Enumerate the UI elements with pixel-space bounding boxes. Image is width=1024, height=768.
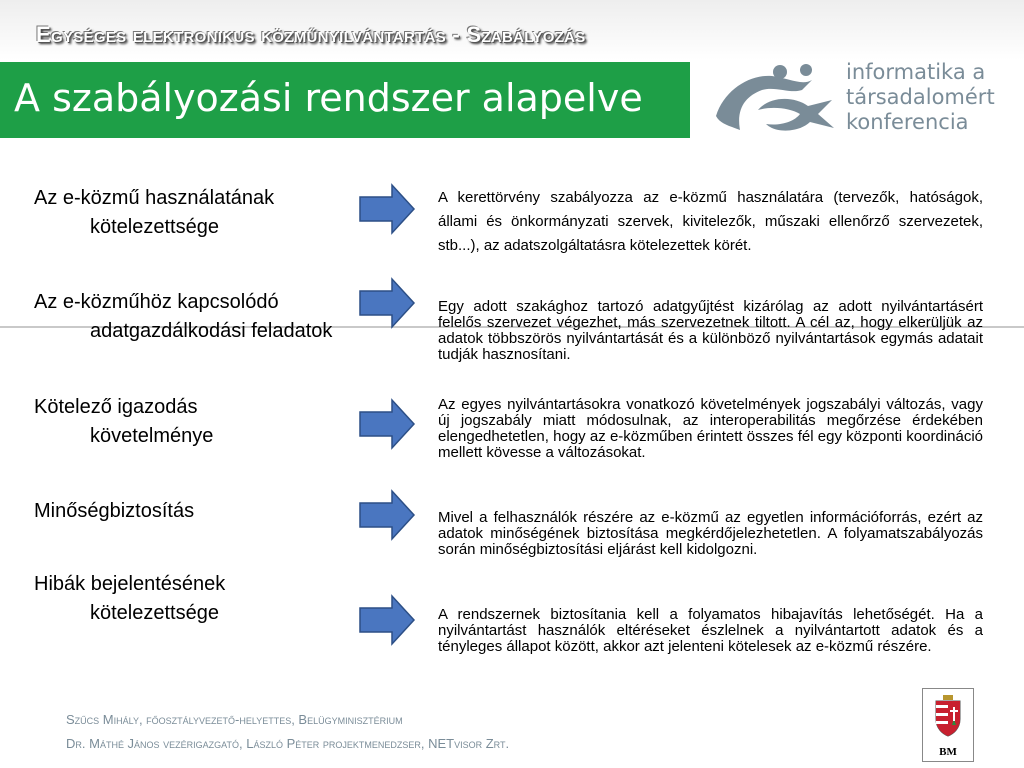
arrow-right-icon <box>358 277 416 329</box>
conference-name-line1: informatika a <box>846 60 986 84</box>
topic-line2: kötelezettsége <box>90 216 219 238</box>
topic-line2: kötelezettsége <box>90 602 219 624</box>
presentation-title: Egységes elektronikus közműnyilvántartás - Szabályozás <box>36 22 586 47</box>
topic-usage-obligation <box>34 184 274 242</box>
topic-quality-assurance <box>34 497 194 526</box>
conference-name-line2: társadalomért <box>846 85 995 109</box>
topic-conformity-requirement <box>34 393 213 451</box>
description-quality-assurance: Mivel a felhasználók részére az e-közmű az egyetlen információforrás, ezért az adatok minőségének biztosítása megkérdőjelezhetetlen. A folyamatszabályozás során minőségbiztosítási eljárást kell kidolgozni. <box>438 509 983 558</box>
conference-logo-icon <box>710 60 840 144</box>
slide-title: A szabályozási rendszer alapelve <box>14 76 643 120</box>
topic-error-reporting <box>34 570 225 628</box>
topic-line1: Az e-közműhöz kapcsolódó <box>34 291 279 313</box>
topic-line1: Az e-közmű használatának <box>34 187 275 209</box>
topic-data-management <box>34 288 332 346</box>
topic-line1: Hibák bejelentésének <box>34 573 226 595</box>
footer-contributors: Dr. Máthé János vezérigazgató, László Péter projektmenedzser, NETvisor Zrt. <box>66 736 510 751</box>
conference-name-line3: konferencia <box>846 110 969 134</box>
description-conformity-requirement: Az egyes nyilvántartásokra vonatkozó követelmények jogszabályi változás, vagy új jogszabály miatt módosulnak, az interoperabilitás megőrzése érdekében elengedhetetlen, hogy az e-közműben érintett összes fél egy központi koordináció mellett kövesse a változásokat. <box>438 396 983 461</box>
arrow-right-icon <box>358 183 416 235</box>
footer-author: Szűcs Mihály, főosztályvezető-helyettes, Belügyminisztérium <box>66 712 403 727</box>
description-error-reporting: A rendszernek biztosítania kell a folyamatos hibajavítás lehetőségét. Ha a nyilvántartást használók eltéréseket észlelnek a nyilvántartott adatok és a tényleges állapot között, akkor azt jelenteni kötelesek az e-közmű részére. <box>438 606 983 655</box>
topic-line2: követelménye <box>90 425 214 447</box>
coat-of-arms-icon <box>923 689 973 741</box>
topic-line1: Kötelező igazodás <box>34 396 198 418</box>
arrow-right-icon <box>358 398 416 450</box>
description-usage-obligation: A kerettörvény szabályozza az e-közmű használatára (tervezők, hatóságok, állami és önkormányzati szervek, kivitelezők, műszaki ellenőrző szervezetek, stb...), az adatszolgáltatásra kötelezettek körét. <box>438 189 983 254</box>
arrow-right-icon <box>358 594 416 646</box>
topic-line2: adatgazdálkodási feladatok <box>90 320 333 342</box>
description-data-management: Egy adott szakághoz tartozó adatgyűjtést kizárólag az adott nyilvántartásért felelős szervezet végezhet, más szervezetnek tiltott. A cél az, hogy elkerüljük az adatok többszörös nyilvántartását és a különböző nyilvántartások egymás adatait tudják hasznosítani. <box>438 298 983 363</box>
ministry-logo <box>922 688 974 762</box>
topic-line1: Minőségbiztosítás <box>34 500 195 522</box>
ministry-logo-label: BM <box>939 746 957 758</box>
conference-name <box>846 60 995 135</box>
arrow-right-icon <box>358 489 416 541</box>
